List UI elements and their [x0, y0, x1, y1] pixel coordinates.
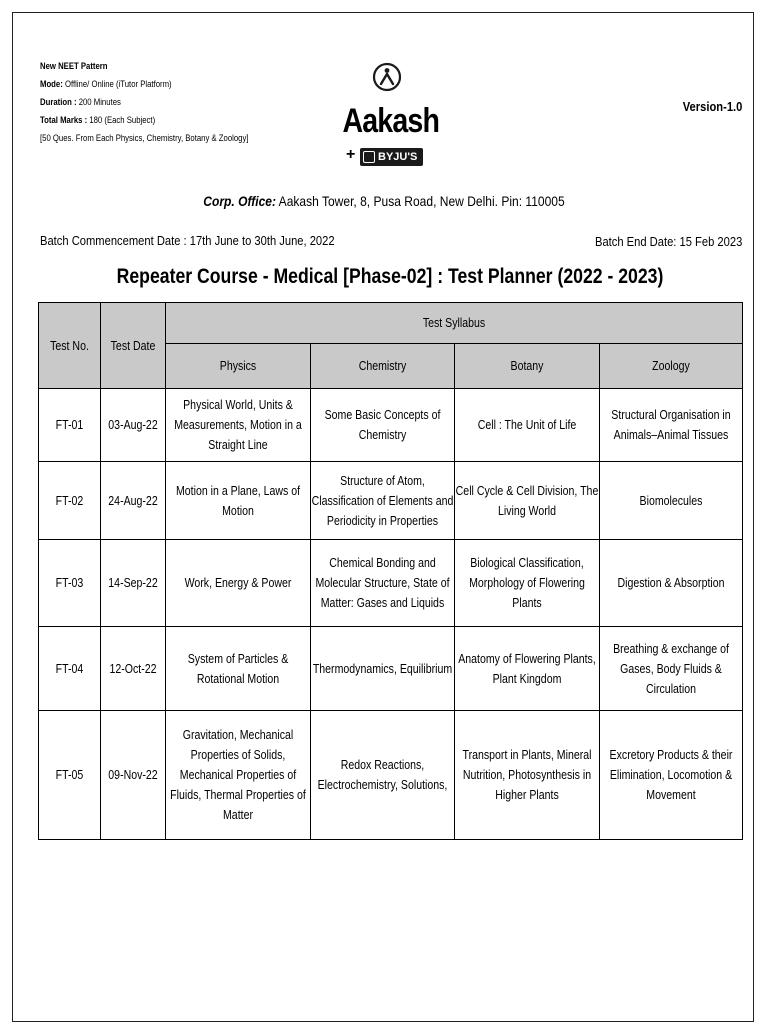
test-date: 24-Aug-22	[101, 462, 166, 540]
table-row	[39, 462, 743, 540]
info-duration: Duration : 200 Minutes	[40, 97, 121, 107]
table-row	[39, 540, 743, 627]
col-chemistry: Chemistry	[311, 344, 455, 389]
zoology-syllabus: Biomolecules	[600, 462, 743, 540]
corp-office	[54, 193, 714, 209]
test-planner-table	[38, 302, 743, 840]
col-test-syllabus: Test Syllabus	[166, 303, 743, 344]
chemistry-syllabus: Some Basic Concepts of Chemistry	[311, 389, 455, 462]
col-test-no: Test No.	[39, 303, 101, 389]
table-row	[39, 711, 743, 840]
physics-syllabus: Physical World, Units & Measurements, Motion in a Straight Line	[166, 389, 311, 462]
col-botany: Botany	[455, 344, 600, 389]
physics-syllabus: System of Particles & Rotational Motion	[166, 627, 311, 711]
zoology-syllabus: Breathing & exchange of Gases, Body Fluids & Circulation	[600, 627, 743, 711]
test-no: FT-01	[39, 389, 101, 462]
zoology-syllabus: Digestion & Absorption	[600, 540, 743, 627]
info-pattern: New NEET Pattern	[40, 61, 108, 71]
aakash-wordmark: Aakash	[342, 102, 440, 140]
header-row	[39, 303, 743, 344]
physics-syllabus: Motion in a Plane, Laws of Motion	[166, 462, 311, 540]
botany-syllabus: Biological Classification, Morphology of Flowering Plants	[455, 540, 600, 627]
botany-syllabus: Cell : The Unit of Life	[455, 389, 600, 462]
botany-syllabus: Anatomy of Flowering Plants, Plant Kingdom	[455, 627, 600, 711]
chemistry-syllabus: Chemical Bonding and Molecular Structure, State of Matter: Gases and Liquids	[311, 540, 455, 627]
batch-end-date: Batch End Date: 15 Feb 2023	[594, 234, 742, 249]
test-no: FT-04	[39, 627, 101, 711]
zoology-syllabus: Structural Organisation in Animals–Animal Tissues	[600, 389, 743, 462]
test-date: 14-Sep-22	[101, 540, 166, 627]
col-zoology: Zoology	[600, 344, 743, 389]
logo-plus: +	[346, 146, 356, 163]
table-row	[39, 389, 743, 462]
chemistry-syllabus: Redox Reactions, Electrochemistry, Solutions,	[311, 711, 455, 840]
test-no: FT-03	[39, 540, 101, 627]
aakash-logo	[334, 62, 440, 174]
col-physics: Physics	[166, 344, 311, 389]
batch-commencement-date: Batch Commencement Date : 17th June to 30th June, 2022	[40, 233, 335, 248]
physics-syllabus: Work, Energy & Power	[166, 540, 311, 627]
test-no: FT-05	[39, 711, 101, 840]
corp-office-label: Corp. Office:	[203, 193, 277, 209]
aakash-emblem-icon	[372, 62, 402, 92]
exam-info	[40, 57, 248, 147]
byjus-badge	[360, 148, 423, 166]
test-date: 09-Nov-22	[101, 711, 166, 840]
botany-syllabus: Cell Cycle & Cell Division, The Living World	[455, 462, 600, 540]
page-title: Repeater Course - Medical [Phase-02] : Test Planner (2022 - 2023)	[116, 265, 664, 288]
info-mode: Mode: Offline/ Online (iTutor Platform)	[40, 79, 172, 89]
col-test-date: Test Date	[101, 303, 166, 389]
test-date: 03-Aug-22	[101, 389, 166, 462]
physics-syllabus: Gravitation, Mechanical Properties of Solids, Mechanical Properties of Fluids, Thermal Properties of Matter	[166, 711, 311, 840]
test-no: FT-02	[39, 462, 101, 540]
chemistry-syllabus: Thermodynamics, Equilibrium	[311, 627, 455, 711]
byjus-label: BYJU'S	[378, 151, 418, 163]
zoology-syllabus: Excretory Products & their Elimination, Locomotion & Movement	[600, 711, 743, 840]
test-date: 12-Oct-22	[101, 627, 166, 711]
botany-syllabus: Transport in Plants, Mineral Nutrition, Photosynthesis in Higher Plants	[455, 711, 600, 840]
info-questions: [50 Ques. From Each Physics, Chemistry, Botany & Zoology]	[40, 133, 249, 143]
version-label: Version-1.0	[682, 99, 742, 114]
corp-office-address: Aakash Tower, 8, Pusa Road, New Delhi. Pin: 110005	[276, 193, 565, 209]
table-row	[39, 627, 743, 711]
chemistry-syllabus: Structure of Atom, Classification of Elements and Periodicity in Properties	[311, 462, 455, 540]
byjus-mark-icon	[363, 151, 375, 163]
info-marks: Total Marks : 180 (Each Subject)	[40, 115, 156, 125]
